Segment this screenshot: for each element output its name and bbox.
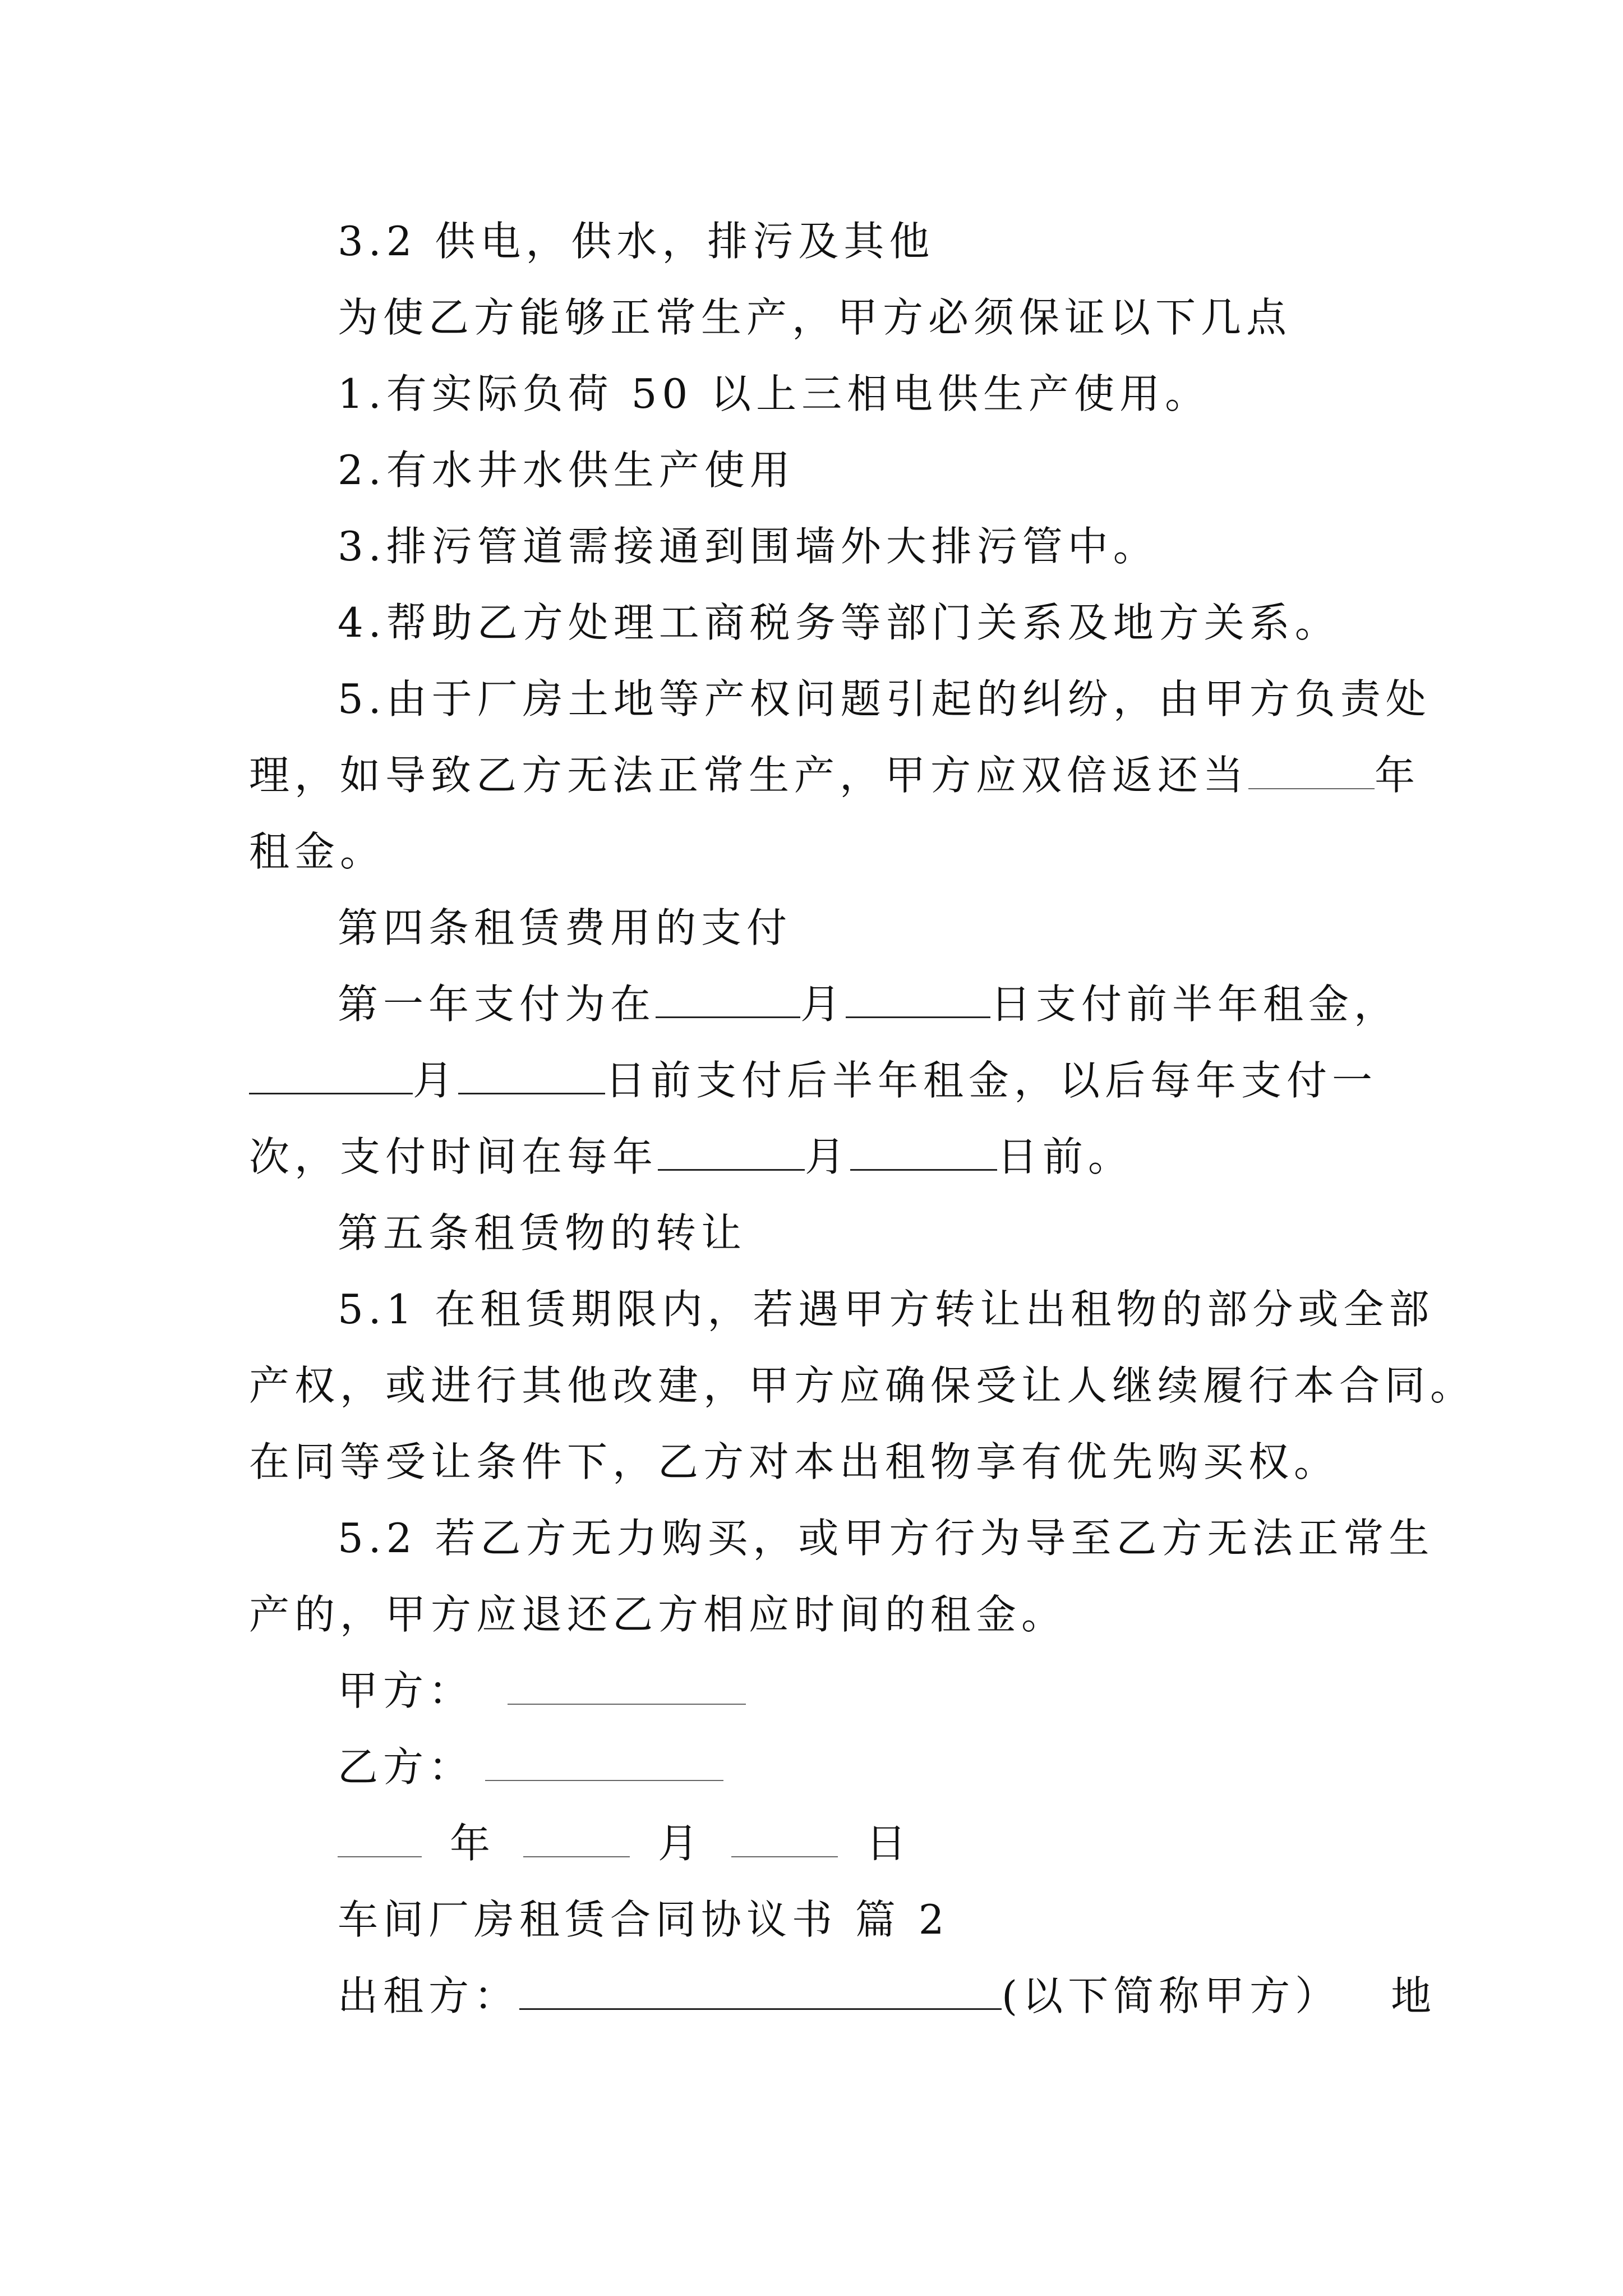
list-item-5: 5.由于厂房土地等产权问题引起的纠纷，由甲方负责处	[338, 675, 1431, 723]
list-item-2: 2.有水井水供生产使用	[338, 447, 795, 494]
fill-blank	[338, 1818, 422, 1857]
fill-blank	[658, 1131, 805, 1171]
paragraph-line: 在同等受让条件下，乙方对本出租物享有优先购买权。	[249, 1438, 1340, 1485]
list-item-1: 1.有实际负荷 50 以上三相电供生产使用。	[338, 370, 1211, 417]
text-segment: 月	[800, 981, 846, 1028]
text-segment: 第一年支付为在	[338, 981, 656, 1028]
text-segment: 日前支付后半年租金，以后每年支付一	[605, 1057, 1378, 1104]
paragraph-line: 产的，甲方应退还乙方相应时间的租金。	[249, 1591, 1067, 1638]
paragraph-line: 产权，或进行其他改建，甲方应确保受让人继续履行本合同。	[249, 1362, 1476, 1409]
fill-blank	[458, 1055, 605, 1094]
paragraph-line: 租金。	[249, 828, 386, 875]
section-heading-3-2: 3.2 供电，供水，排污及其他	[338, 218, 935, 265]
article-heading-4: 第四条租赁费用的支付	[338, 904, 792, 951]
fill-blank	[731, 1818, 838, 1857]
text-segment: 地	[1391, 1972, 1437, 2019]
list-item-3: 3.排污管道需接通到围墙外大排污管中。	[338, 523, 1159, 570]
fill-blank	[508, 1665, 746, 1705]
paragraph-line: 5.2 若乙方无力购买，或甲方行为导至乙方无法正常生	[338, 1515, 1435, 1562]
fill-blank	[519, 1970, 1002, 2010]
party-b-label: 乙方：	[338, 1743, 474, 1791]
text-segment: 年	[1375, 752, 1421, 799]
text-segment: 年	[450, 1820, 496, 1867]
party-a-signature-line	[338, 1663, 746, 1719]
text-segment: (以下简称甲方）	[1002, 1972, 1341, 2019]
article-heading-5: 第五条租赁物的转让	[338, 1209, 747, 1257]
lessor-label: 出租方：	[338, 1972, 520, 2019]
fill-blank	[656, 978, 800, 1018]
contract-title: 车间厂房租赁合同协议书 篇 2	[338, 1896, 949, 1943]
paragraph-line: 为使乙方能够正常生产，甲方必须保证以下几点	[338, 294, 1292, 341]
date-line	[338, 1815, 911, 1871]
list-item-4: 4.帮助乙方处理工商税务等部门关系及地方关系。	[338, 599, 1340, 646]
text-segment: 日	[866, 1820, 912, 1867]
text-segment: 日支付前半年租金，	[990, 981, 1400, 1028]
party-a-label: 甲方：	[338, 1667, 474, 1714]
party-b-signature-line	[338, 1739, 723, 1795]
text-segment: 理，如导致乙方无法正常生产，甲方应双倍返还当	[249, 752, 1249, 799]
fill-blank	[523, 1818, 630, 1857]
text-segment: 月	[413, 1057, 459, 1104]
fill-blank	[249, 1055, 413, 1094]
paragraph-line	[249, 1129, 1133, 1185]
text-segment: 次，支付时间在每年	[249, 1133, 658, 1180]
fill-blank	[1248, 750, 1375, 789]
paragraph-line: 5.1 在租赁期限内，若遇甲方转让出租物的部分或全部	[338, 1286, 1435, 1333]
text-segment: 日前。	[997, 1133, 1134, 1180]
text-segment: 月	[658, 1820, 704, 1867]
fill-blank	[485, 1742, 723, 1781]
paragraph-line	[249, 1052, 1377, 1108]
paragraph-line	[249, 747, 1420, 803]
lessor-line	[338, 1968, 1436, 2024]
fill-blank	[846, 978, 990, 1018]
fill-blank	[850, 1131, 997, 1171]
paragraph-line	[338, 976, 1399, 1032]
text-segment: 月	[805, 1133, 851, 1180]
